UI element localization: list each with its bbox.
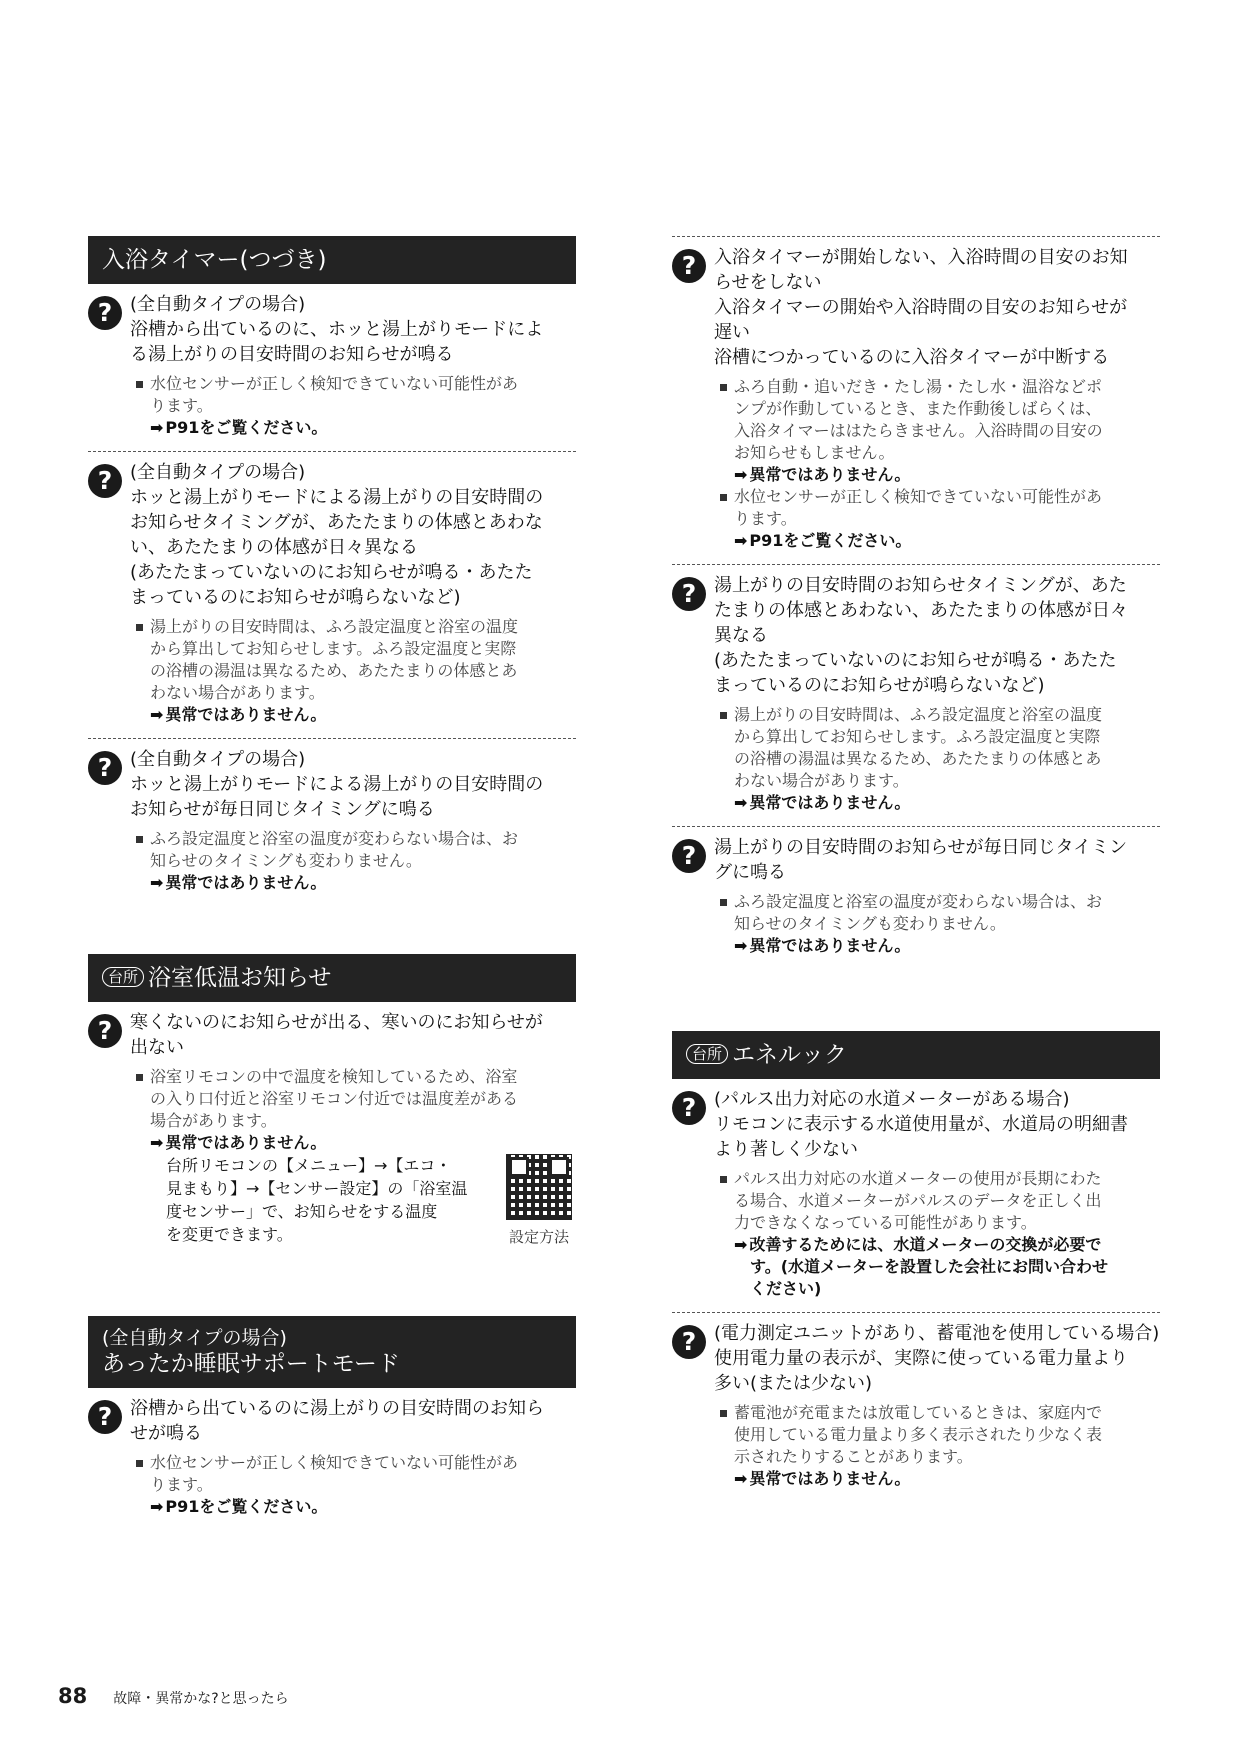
faq-answer [134,1452,576,1518]
question-icon: ? [672,249,706,283]
answer-conclusion: ➡ 異常ではありません。 [734,936,911,955]
kitchen-badge: 台所 [102,967,144,987]
qr-code-icon[interactable] [506,1154,572,1220]
reference-link[interactable]: ➡ P91をご覧ください。 [734,531,912,550]
arrow-right-icon: ➡ [150,1133,164,1152]
settings-tip [166,1154,576,1248]
answer-bullet: 蓄電池が充電または放電しているときは、家庭内で 使用している電力量より多く表示されたり少なく表 示されたりすることがあります。 [718,1402,1160,1468]
answer-bullet: 水位センサーが正しく検知できていない可能性があ ります。 [134,1452,576,1496]
arrow-right-icon: ➡ [734,531,748,550]
question-icon: ? [672,577,706,611]
arrow-right-icon: ➡ [150,418,164,437]
section-title: エネルック [732,1042,848,1068]
section-header-enelook [672,1031,1160,1079]
faq-question: 入浴タイマーが開始しない、入浴時間の目安のお知 らせをしない 入浴タイマーの開始や入浴時間の目安のお知らせが 遅い 浴槽につかっているのに入浴タイマーが中断する [714,247,1128,368]
faq-question: (全自動タイプの場合) ホッと湯上がりモードによる湯上がりの目安時間の お知らせタイミングが、あたたまりの体感とあわな い、あたたまりの体感が日々異なる (あたたまっていないのにお知らせが鳴る・あたた まっているのにお知らせが鳴らないなど) [130,462,544,608]
faq-question: (パルス出力対応の水道メーターがある場合) リモコンに表示する水道使用量が、水道局の明細書 より著しく少ない [714,1089,1128,1160]
answer-bullet: 水位センサーが正しく検知できていない可能性があ ります。 [134,373,576,417]
arrow-right-icon: ➡ [150,1497,164,1516]
faq-answer [134,1066,576,1248]
footer-title: 故障・異常かな?と思ったら [113,1691,289,1707]
answer-conclusion: ➡ 異常ではありません。 [734,1469,911,1488]
faq-item [672,1312,1160,1502]
page-footer [58,1684,289,1708]
faq-answer [718,376,1160,552]
arrow-right-icon: ➡ [150,873,164,892]
section-title: 入浴タイマー(つづき) [102,247,327,273]
answer-conclusion: ➡ 改善するためには、水道メーターの交換が必要で [734,1235,1102,1254]
faq-item [672,564,1160,826]
section-header-sleep-support [88,1316,576,1388]
section-title: 浴室低温お知らせ [148,965,332,991]
answer-bullet: 浴室リモコンの中で温度を検知しているため、浴室 の入り口付近と浴室リモコン付近では温度差がある 場合があります。 [134,1066,576,1132]
question-icon: ? [88,751,122,785]
faq-item [88,451,576,738]
faq-answer [134,828,576,894]
faq-question: (全自動タイプの場合) 浴槽から出ているのに、ホッと湯上がりモードによ る湯上がりの目安時間のお知らせが鳴る [130,294,544,365]
faq-item [672,236,1160,564]
faq-item [88,284,576,451]
faq-item [88,1002,576,1260]
faq-question: (全自動タイプの場合) ホッと湯上がりモードによる湯上がりの目安時間の お知らせが毎日同じタイミングに鳴る [130,749,544,820]
answer-bullet: ふろ設定温度と浴室の温度が変わらない場合は、お 知らせのタイミングも変わりません。 [134,828,576,872]
answer-bullet: 水位センサーが正しく検知できていない可能性があ ります。 [718,486,1160,530]
kitchen-badge: 台所 [686,1044,728,1064]
answer-conclusion: ➡ 異常ではありません。 [150,705,327,724]
arrow-right-icon: ➡ [734,936,748,955]
faq-question: 湯上がりの目安時間のお知らせが毎日同じタイミン グに鳴る [714,837,1128,883]
answer-conclusion: ➡ 異常ではありません。 [734,793,911,812]
faq-answer [718,704,1160,814]
question-icon: ? [88,1400,122,1434]
arrow-right-icon: ➡ [734,1235,748,1254]
settings-tip-text: 台所リモコンの【メニュー】→【エコ・ 見まもり】→【センサー設定】の「浴室温 度センサー」で、お知らせをする温度 を変更できます。 [166,1156,468,1244]
answer-conclusion: ➡ 異常ではありません。 [734,465,911,484]
arrow-right-icon: ➡ [734,465,748,484]
answer-bullet: 湯上がりの目安時間は、ふろ設定温度と浴室の温度 から算出してお知らせします。ふろ設定温度と実際 の浴槽の湯温は異なるため、あたたまりの体感とあ わない場合があります。 [134,616,576,704]
question-icon: ? [672,1325,706,1359]
right-column [672,236,1160,1502]
question-icon: ? [88,296,122,330]
reference-link[interactable]: ➡ P91をご覧ください。 [150,418,328,437]
faq-answer [134,373,576,439]
faq-answer [134,616,576,726]
faq-answer: パルス出力対応の水道メーターの使用が長期にわた る場合、水道メーターがパルスのデータを正しく出 力できなくなっている可能性があります。 ➡ 改善するためには、水道メーターの交換が必要で す。(水道メーターを設置した会社にお問い合わせ ください) [718,1168,1160,1300]
arrow-right-icon: ➡ [150,705,164,724]
question-icon: ? [672,1091,706,1125]
faq-item [672,826,1160,969]
answer-conclusion: ➡ 異常ではありません。 [150,1133,327,1152]
arrow-right-icon: ➡ [734,793,748,812]
answer-bullet: ふろ設定温度と浴室の温度が変わらない場合は、お 知らせのタイミングも変わりません。 [718,891,1160,935]
faq-question: 湯上がりの目安時間のお知らせタイミングが、あた たまりの体感とあわない、あたたまりの体感が日々 異なる (あたたまっていないのにお知らせが鳴る・あたた まっているのにお知らせが鳴らないなど) [714,575,1128,696]
answer-bullet: ふろ自動・追いだき・たし湯・たし水・温浴などポ ンプが作動しているとき、また作動後しばらくは、 入浴タイマーははたらきません。入浴時間の目安の お知らせもしません。 [718,376,1160,464]
reference-link[interactable]: ➡ P91をご覧ください。 [150,1497,328,1516]
question-icon: ? [88,464,122,498]
question-icon: ? [88,1014,122,1048]
faq-answer [718,891,1160,957]
page-number: 88 [58,1684,88,1708]
question-icon: ? [672,839,706,873]
answer-bullet: パルス出力対応の水道メーターの使用が長期にわた る場合、水道メーターがパルスのデータを正しく出 力できなくなっている可能性があります。 [718,1168,1160,1234]
answer-conclusion: ➡ 異常ではありません。 [150,873,327,892]
faq-question: 寒くないのにお知らせが出る、寒いのにお知らせが 出ない [130,1012,543,1058]
left-column [88,236,576,1530]
section-header-bath-timer [88,236,576,284]
answer-bullet: 湯上がりの目安時間は、ふろ設定温度と浴室の温度 から算出してお知らせします。ふろ設定温度と実際 の浴槽の湯温は異なるため、あたたまりの体感とあ わない場合があります。 [718,704,1160,792]
section-subtitle: (全自動タイプの場合) [102,1327,287,1349]
section-title: あったか睡眠サポートモード [102,1351,400,1377]
faq-question: (電力測定ユニットがあり、蓄電池を使用している場合) 使用電力量の表示が、実際に使っている電力量より 多い(または少ない) [714,1323,1160,1394]
section-header-bathroom-low-temp [88,954,576,1002]
faq-item [88,738,576,906]
faq-question: 浴槽から出ているのに湯上がりの目安時間のお知ら せが鳴る [130,1398,544,1444]
arrow-right-icon: ➡ [734,1469,748,1488]
faq-item [88,1388,576,1530]
qr-code-label: 設定方法 [508,1228,569,1246]
faq-answer [718,1402,1160,1490]
qr-code-block[interactable] [506,1154,572,1248]
faq-item [672,1079,1160,1312]
